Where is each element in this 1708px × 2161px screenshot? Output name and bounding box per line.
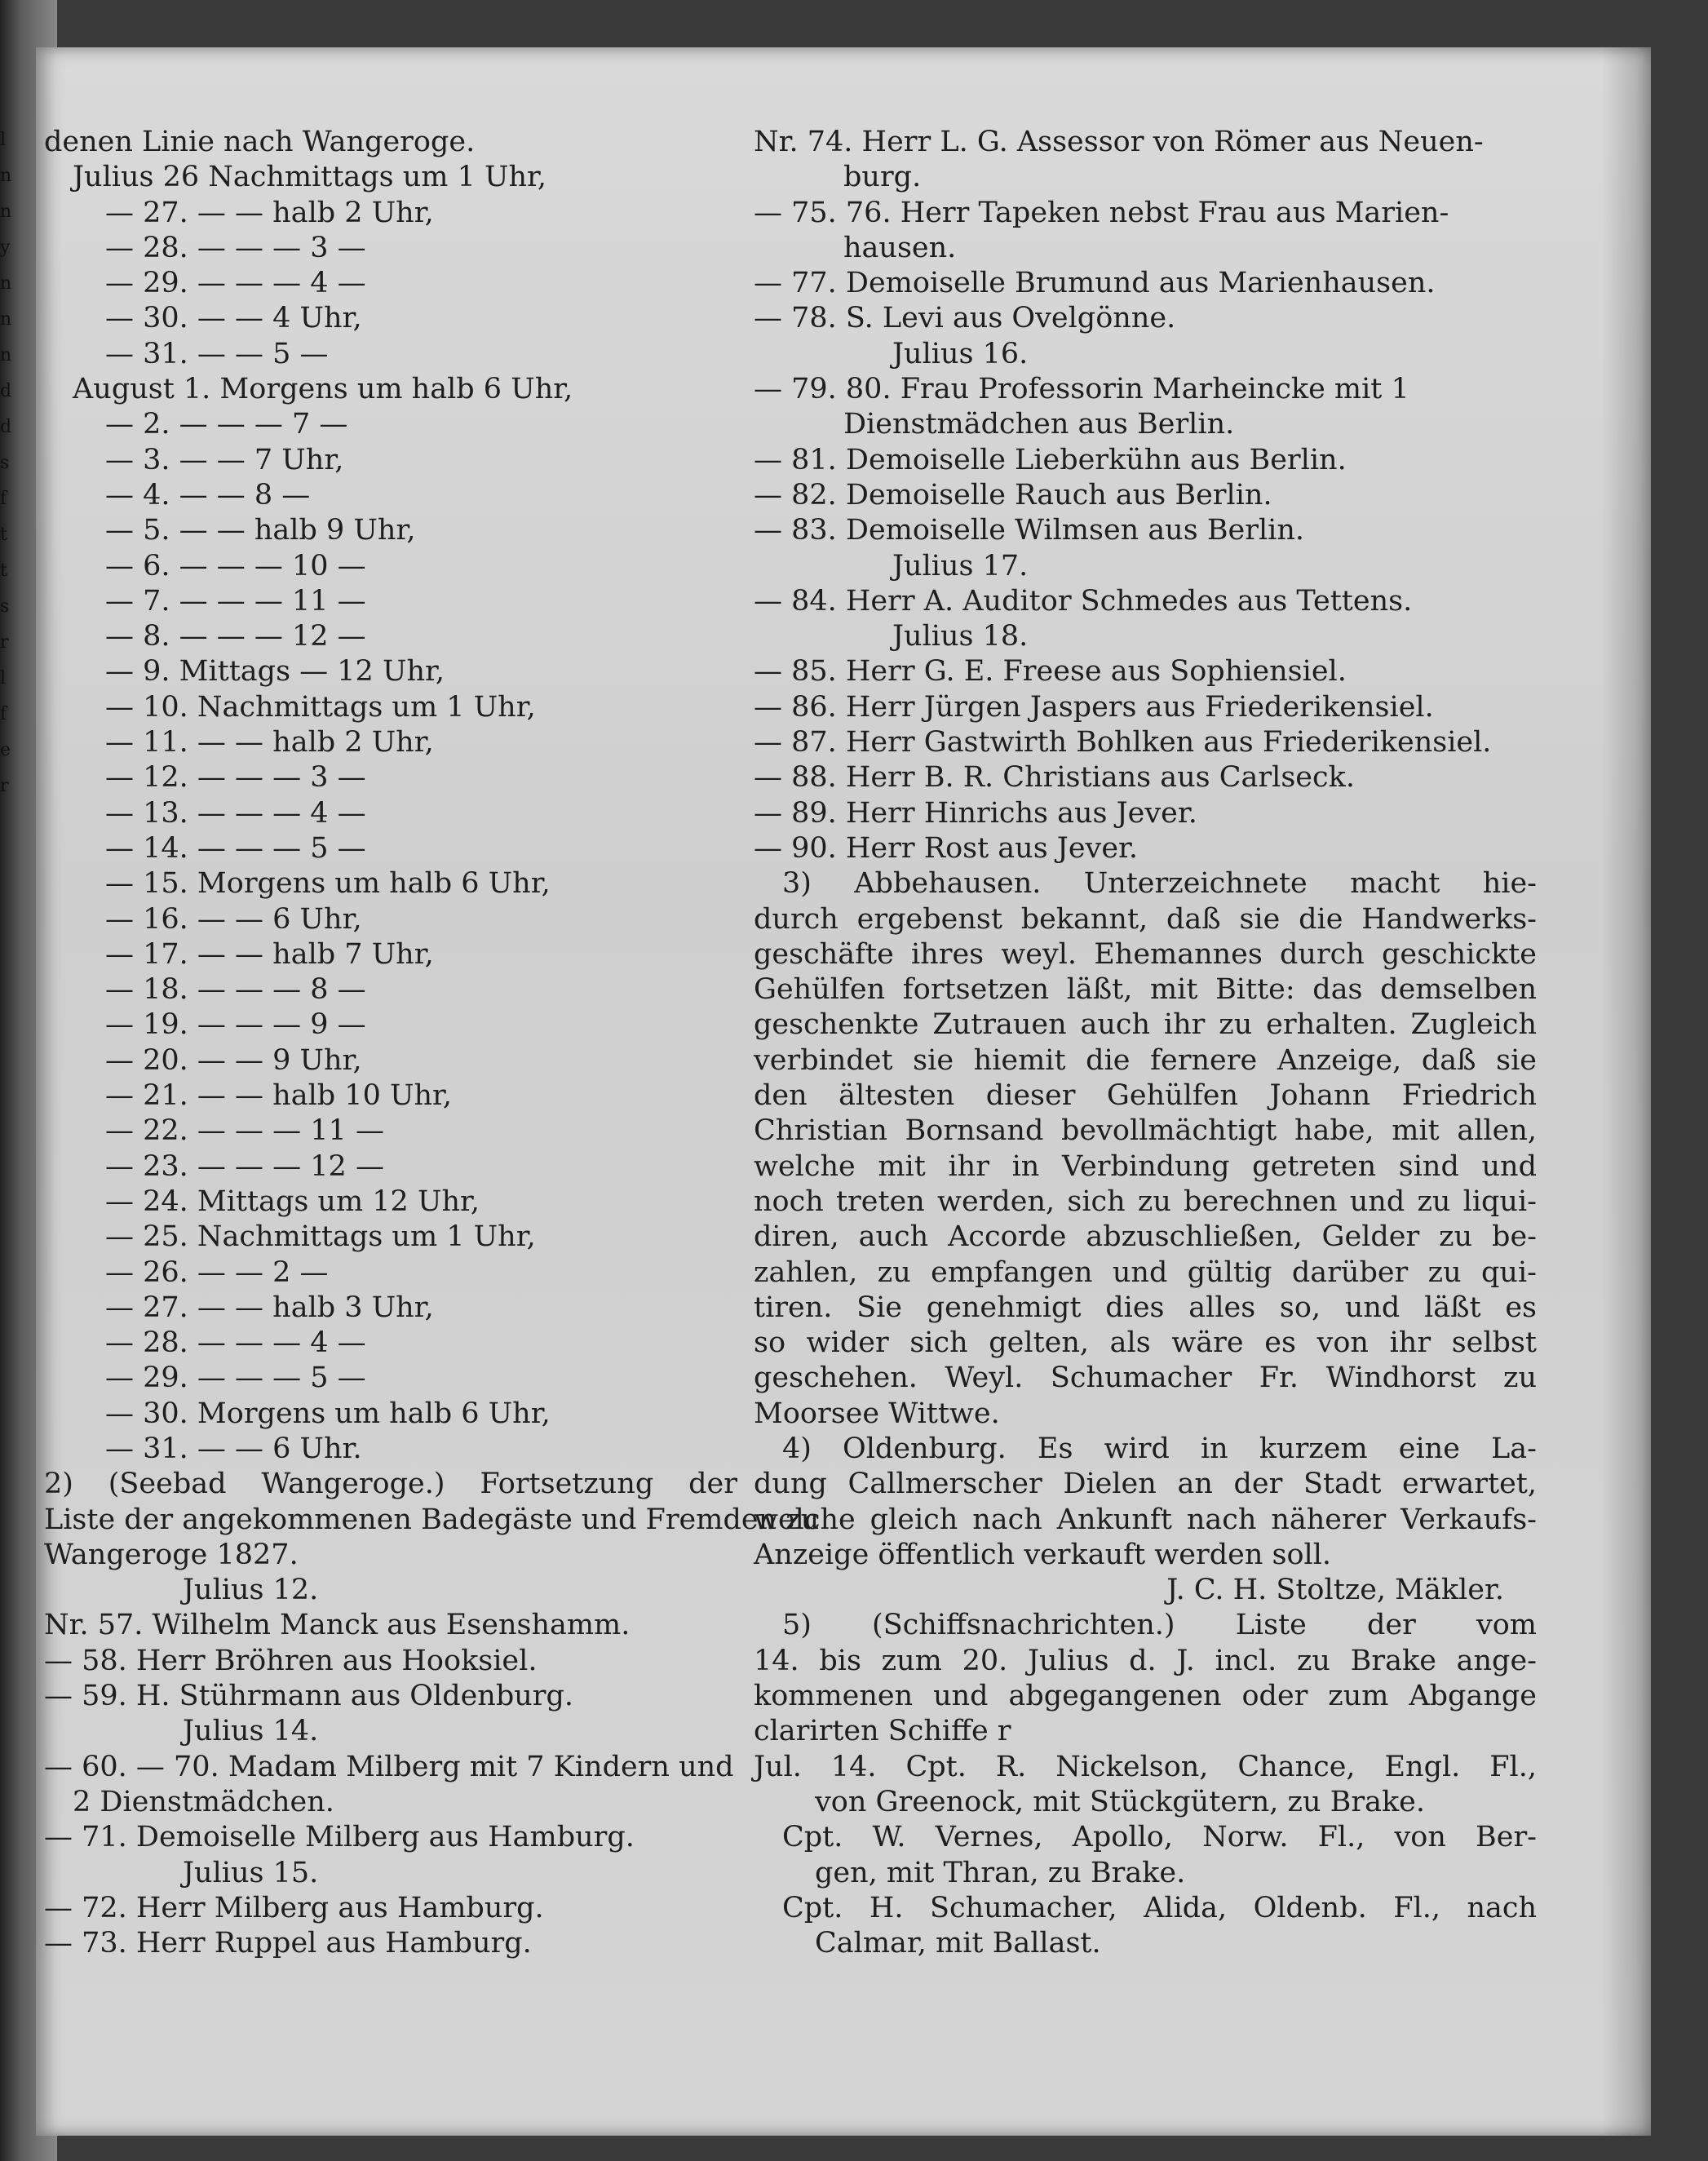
margin-letter: s — [0, 453, 10, 473]
text-line: geschenkte Zutrauen auch ihr zu erhalten. Zugleich — [754, 1008, 1537, 1042]
schedule-line: — 19. — — — 9 — — [105, 1008, 366, 1042]
schedule-line: — 4. — — 8 — — [105, 478, 311, 511]
guest-entry: — 60. — 70. Madam Milberg mit 7 Kindern und — [44, 1750, 734, 1783]
signature-line: J. C. H. Stoltze, Mäkler. — [1166, 1574, 1504, 1607]
margin-letter: r — [0, 632, 9, 653]
margin-letter: t — [0, 560, 7, 581]
date-heading: Julius 17. — [892, 549, 1029, 582]
schedule-line: — 28. — — — 4 — — [105, 1326, 366, 1360]
margin-letter: n — [0, 273, 12, 294]
guest-entry: — 85. Herr G. E. Freese aus Sophiensiel. — [754, 655, 1347, 689]
guest-entry: Nr. 74. Herr L. G. Assessor von Römer aus Neuen- — [754, 126, 1484, 158]
guest-entry: — 75. 76. Herr Tapeken nebst Frau aus Marien- — [754, 196, 1449, 229]
guest-entry: — 73. Herr Ruppel aus Hamburg. — [44, 1927, 532, 1960]
left-column — [44, 125, 820, 1961]
guest-entry: 2 Dienstmädchen. — [73, 1785, 334, 1818]
margin-letter: t — [0, 525, 7, 545]
right-column — [754, 125, 1537, 1961]
margin-letter: n — [0, 309, 12, 330]
schedule-line: — 15. Morgens um halb 6 Uhr, — [105, 867, 551, 901]
margin-letter: e — [0, 740, 11, 760]
text-line: tiren. Sie genehmigt dies alles so, und läßt es — [754, 1291, 1537, 1324]
schedule-line: — 24. Mittags um 12 Uhr, — [105, 1185, 480, 1218]
schedule-line: — 20. — — 9 Uhr, — [105, 1043, 362, 1077]
guest-entry: — 86. Herr Jürgen Jaspers aus Friederikensiel. — [754, 690, 1434, 724]
date-heading: Julius 14. — [183, 1715, 319, 1748]
schedule-line: — 12. — — — 3 — — [105, 761, 366, 795]
schedule-line: — 11. — — halb 2 Uhr, — [105, 726, 434, 759]
text-line: durch ergebenst bekannt, daß sie die Handwerks- — [754, 902, 1537, 936]
text-line: diren, auch Accorde abzuschließen, Gelder zu be- — [754, 1220, 1537, 1254]
schedule-line: — 31. — — 5 — — [105, 337, 329, 370]
text-line: welche gleich nach Ankunft nach näherer Verkaufs- — [754, 1503, 1537, 1536]
text-line: Moorsee Wittwe. — [754, 1397, 1000, 1430]
ship-entry: Calmar, mit Ballast. — [815, 1927, 1101, 1960]
guest-entry: — 84. Herr A. Auditor Schmedes aus Tettens. — [754, 584, 1413, 618]
guest-entry: Nr. 57. Wilhelm Manck aus Esenshamm. — [44, 1609, 631, 1642]
schedule-line: — 10. Nachmittags um 1 Uhr, — [105, 690, 536, 724]
schedule-line: — 16. — — 6 Uhr, — [105, 902, 362, 936]
schedule-line: — 28. — — — 3 — — [105, 231, 366, 264]
schedule-line: — 2. — — — 7 — — [105, 408, 348, 441]
text-line: denen Linie nach Wangeroge. — [44, 126, 476, 158]
schedule-line: — 23. — — — 12 — — [105, 1149, 384, 1183]
schedule-line: — 14. — — — 5 — — [105, 831, 366, 865]
schedule-line: — 27. — — halb 2 Uhr, — [105, 196, 434, 229]
text-line: Gehülfen fortsetzen läßt, mit Bitte: das demselben — [754, 973, 1537, 1007]
text-line: 14. bis zum 20. Julius d. J. incl. zu Brake ange- — [754, 1644, 1537, 1677]
book-page — [36, 47, 1651, 2136]
guest-entry: — 79. 80. Frau Professorin Marheincke mit 1 — [754, 373, 1409, 406]
guest-entry: — 78. S. Levi aus Ovelgönne. — [754, 302, 1176, 335]
date-heading: Julius 16. — [892, 337, 1029, 370]
guest-entry: hausen. — [843, 231, 957, 264]
guest-entry: — 81. Demoiselle Lieberkühn aus Berlin. — [754, 443, 1347, 476]
schedule-line: — 6. — — — 10 — — [105, 549, 366, 582]
text-line: so wider sich gelten, als wäre es von ihr selbst — [754, 1326, 1537, 1360]
text-line: zahlen, zu empfangen und gültig darüber zu qui- — [754, 1255, 1537, 1289]
text-line: kommenen und abgegangenen oder zum Abgange — [754, 1680, 1537, 1713]
schedule-line: — 30. — — 4 Uhr, — [105, 302, 362, 335]
date-heading: Julius 18. — [892, 620, 1029, 653]
margin-letter: d — [0, 381, 12, 401]
margin-letter: n — [0, 345, 12, 365]
margin-letter: n — [0, 201, 12, 222]
guest-entry: burg. — [843, 161, 922, 194]
guest-entry: — 89. Herr Hinrichs aus Jever. — [754, 796, 1197, 830]
schedule-line: — 27. — — halb 3 Uhr, — [105, 1291, 434, 1324]
text-line: Anzeige öffentlich verkauft werden soll. — [754, 1538, 1332, 1571]
schedule-line: August 1. Morgens um halb 6 Uhr, — [73, 373, 573, 406]
margin-letter: y — [0, 237, 11, 258]
ship-entry: von Greenock, mit Stückgütern, zu Brake. — [815, 1785, 1425, 1818]
section-heading: 3) Abbehausen. Unterzeichnete macht hie- — [782, 867, 1537, 901]
schedule-line: — 22. — — — 11 — — [105, 1114, 384, 1148]
guest-entry: — 71. Demoiselle Milberg aus Hamburg. — [44, 1821, 635, 1854]
schedule-line: — 9. Mittags — 12 Uhr, — [105, 655, 445, 689]
page-edge-shadow — [1602, 47, 1651, 2136]
schedule-line: — 8. — — — 12 — — [105, 620, 366, 653]
schedule-line: — 21. — — halb 10 Uhr, — [105, 1079, 453, 1113]
ship-entry: Cpt. W. Vernes, Apollo, Norw. Fl., von Ber- — [782, 1821, 1537, 1854]
schedule-line: — 7. — — — 11 — — [105, 584, 366, 618]
schedule-line: — 5. — — halb 9 Uhr, — [105, 514, 416, 547]
margin-letter: r — [0, 776, 9, 796]
text-line: Liste der angekommenen Badegäste und Fremden zu — [44, 1503, 820, 1536]
ship-entry: Cpt. H. Schumacher, Alida, Oldenb. Fl., nach — [782, 1891, 1537, 1924]
margin-letter: f — [0, 489, 7, 509]
facing-page-margin — [0, 122, 31, 804]
text-line: dung Callmerscher Dielen an der Stadt erwartet, — [754, 1468, 1537, 1501]
schedule-line: — 30. Morgens um halb 6 Uhr, — [105, 1397, 551, 1430]
text-line: noch treten werden, sich zu berechnen und zu liqui- — [754, 1185, 1537, 1218]
schedule-line: — 25. Nachmittags um 1 Uhr, — [105, 1220, 536, 1254]
schedule-line: Julius 26 Nachmittags um 1 Uhr, — [73, 161, 547, 194]
schedule-line: — 18. — — — 8 — — [105, 973, 366, 1007]
margin-letter: l — [0, 130, 7, 150]
guest-entry: — 87. Herr Gastwirth Bohlken aus Friederikensiel. — [754, 726, 1492, 759]
text-line: geschäfte ihres weyl. Ehemannes durch geschickte — [754, 937, 1537, 971]
text-line: verbindet sie hiemit die fernere Anzeige, daß sie — [754, 1043, 1537, 1077]
section-heading: 4) Oldenburg. Es wird in kurzem eine La- — [782, 1432, 1537, 1465]
text-line: den ältesten dieser Gehülfen Johann Friedrich — [754, 1079, 1537, 1113]
schedule-line: — 17. — — halb 7 Uhr, — [105, 937, 434, 971]
text-line: clarirten Schiffe r — [754, 1715, 1011, 1748]
text-line: geschehen. Weyl. Schumacher Fr. Windhorst zu — [754, 1362, 1537, 1395]
text-line: Wangeroge 1827. — [44, 1538, 299, 1571]
margin-letter: s — [0, 596, 10, 617]
date-heading: Julius 12. — [183, 1574, 319, 1607]
schedule-line: — 13. — — — 4 — — [105, 796, 366, 830]
schedule-line: — 29. — — — 5 — — [105, 1362, 366, 1395]
text-line: welche mit ihr in Verbindung getreten sind und — [754, 1149, 1537, 1183]
ship-entry: Jul. 14. Cpt. R. Nickelson, Chance, Engl. Fl., — [754, 1750, 1537, 1783]
guest-entry: — 59. H. Stührmann aus Oldenburg. — [44, 1680, 574, 1713]
schedule-line: — 31. — — 6 Uhr. — [105, 1432, 362, 1465]
margin-letter: l — [0, 668, 7, 689]
guest-entry: — 72. Herr Milberg aus Hamburg. — [44, 1891, 544, 1924]
text-line: Christian Bornsand bevollmächtigt habe, mit allen, — [754, 1114, 1537, 1148]
guest-entry: — 88. Herr B. R. Christians aus Carlseck. — [754, 761, 1355, 795]
date-heading: Julius 15. — [183, 1856, 319, 1889]
ship-entry: gen, mit Thran, zu Brake. — [815, 1856, 1186, 1889]
margin-letter: d — [0, 417, 12, 437]
guest-entry: — 58. Herr Bröhren aus Hooksiel. — [44, 1644, 538, 1677]
guest-entry: — 77. Demoiselle Brumund aus Marienhausen. — [754, 267, 1436, 300]
schedule-line: — 29. — — — 4 — — [105, 267, 366, 300]
margin-letter: n — [0, 166, 12, 186]
guest-entry: — 90. Herr Rost aus Jever. — [754, 831, 1139, 865]
schedule-line: — 3. — — 7 Uhr, — [105, 443, 344, 476]
guest-entry: — 82. Demoiselle Rauch aus Berlin. — [754, 478, 1272, 511]
section-heading: 5) (Schiffsnachrichten.) Liste der vom — [782, 1609, 1537, 1642]
section-heading: 2) (Seebad Wangeroge.) Fortsetzung der — [44, 1468, 737, 1501]
guest-entry: — 83. Demoiselle Wilmsen aus Berlin. — [754, 514, 1305, 547]
guest-entry: Dienstmädchen aus Berlin. — [843, 408, 1235, 441]
schedule-line: — 26. — — 2 — — [105, 1255, 329, 1289]
margin-letter: f — [0, 704, 7, 724]
